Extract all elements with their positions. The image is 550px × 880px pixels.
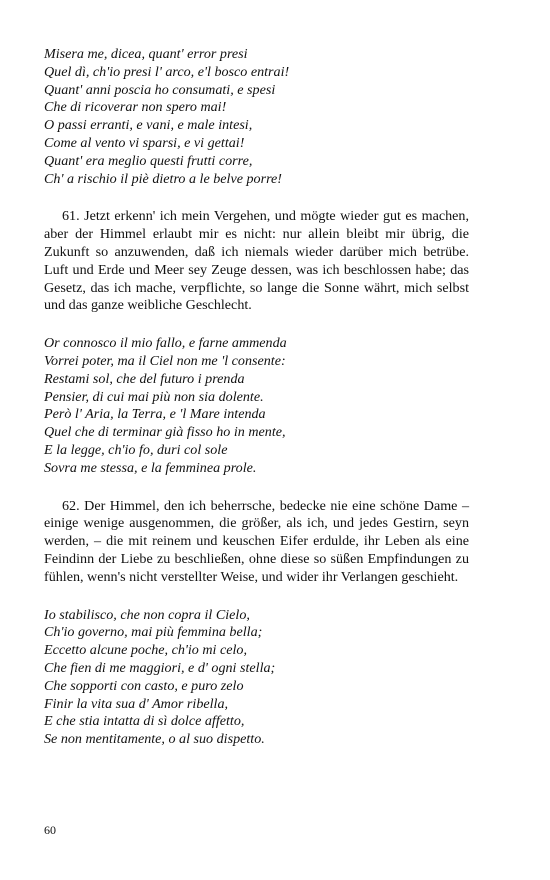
verse-line: Se non mentitamente, o al suo dispetto. (44, 731, 265, 748)
verse-line: E la legge, ch'io fo, duri col sole (44, 441, 228, 458)
verse-line: Io stabilisco, che non copra il Cielo, (44, 606, 250, 623)
verse-line: E che stia intatta di sì dolce affetto, (44, 713, 245, 730)
verse-line: Quel che di terminar già fisso ho in mente, (44, 424, 286, 441)
verse-line: Che di ricoverar non spero mai! (44, 99, 227, 116)
verse-line: Come al vento vi sparsi, e vi gettai! (44, 134, 245, 151)
verse-line: Quant' era meglio questi frutti corre, (44, 152, 253, 169)
verse-stanza-59 (44, 46, 469, 188)
verse-line: Misera me, dicea, quant' error presi (44, 46, 248, 62)
verse-line: O passi erranti, e vani, e male intesi, (44, 117, 253, 134)
verse-line: Vorrei poter, ma il Ciel non me 'l consente: (44, 352, 286, 369)
verse-line: Ch'io governo, mai più femmina bella; (44, 624, 263, 641)
prose-paragraph-62: 62. Der Himmel, den ich beherrsche, bedecke nie eine schöne Dame – einige wenige ausgenommen, die größer, als ich, und jedes Gestirn, seyn werden, – die mit reinem und keuschen Eifer erdulde, ihr Leben als eine Feindinn der Liebe zu beschließen, ohne diese so süßen Empfindungen zu fühlen, wenn's nicht verstellter Weise, und wider ihr Verlangen geschieht. (44, 497, 469, 585)
page-number: 60 (44, 823, 56, 837)
verse-line: Ch' a rischio il piè dietro a le belve porre! (44, 170, 282, 187)
verse-line: Che sopporti con casto, e puro zelo (44, 677, 244, 694)
prose-paragraph-61: 61. Jetzt erkenn' ich mein Vergehen, und mögte wieder gut es machen, aber der Himmel erlaubt mir es nicht: nur allein bleibt mir übrig, die Zukunft so anzuwenden, daß ich niemals wieder darüber mich betrübe. Luft und Erde und Meer sey Zeuge dessen, was ich beschlossen habe; das Gesetz, das ich mache, verpflichte, so lange die Sonne währt, mich selbst und das ganze weibliche Geschlecht. (44, 208, 469, 314)
verse-line: Quant' anni poscia ho consumati, e spesi (44, 81, 276, 98)
verse-stanza-62 (44, 607, 469, 749)
verse-line: Or connosco il mio fallo, e farne ammenda (44, 335, 287, 352)
verse-line: Eccetto alcune poche, ch'io mi celo, (44, 642, 247, 659)
verse-line: Finir la vita sua d' Amor ribella, (44, 695, 229, 712)
verse-line: Sovra me stessa, e la femminea prole. (44, 459, 257, 476)
verse-line: Che fien di me maggiori, e d' ogni stella; (44, 659, 276, 676)
verse-line: Restami sol, che del futuro i prenda (44, 370, 245, 387)
verse-line: Però l' Aria, la Terra, e 'l Mare intenda (44, 406, 266, 423)
verse-line: Pensier, di cui mai più non sia dolente. (44, 388, 264, 405)
verse-stanza-61 (44, 335, 469, 477)
page-body (44, 46, 469, 749)
verse-line: Quel dì, ch'io presi l' arco, e'l bosco entrai! (44, 63, 290, 80)
